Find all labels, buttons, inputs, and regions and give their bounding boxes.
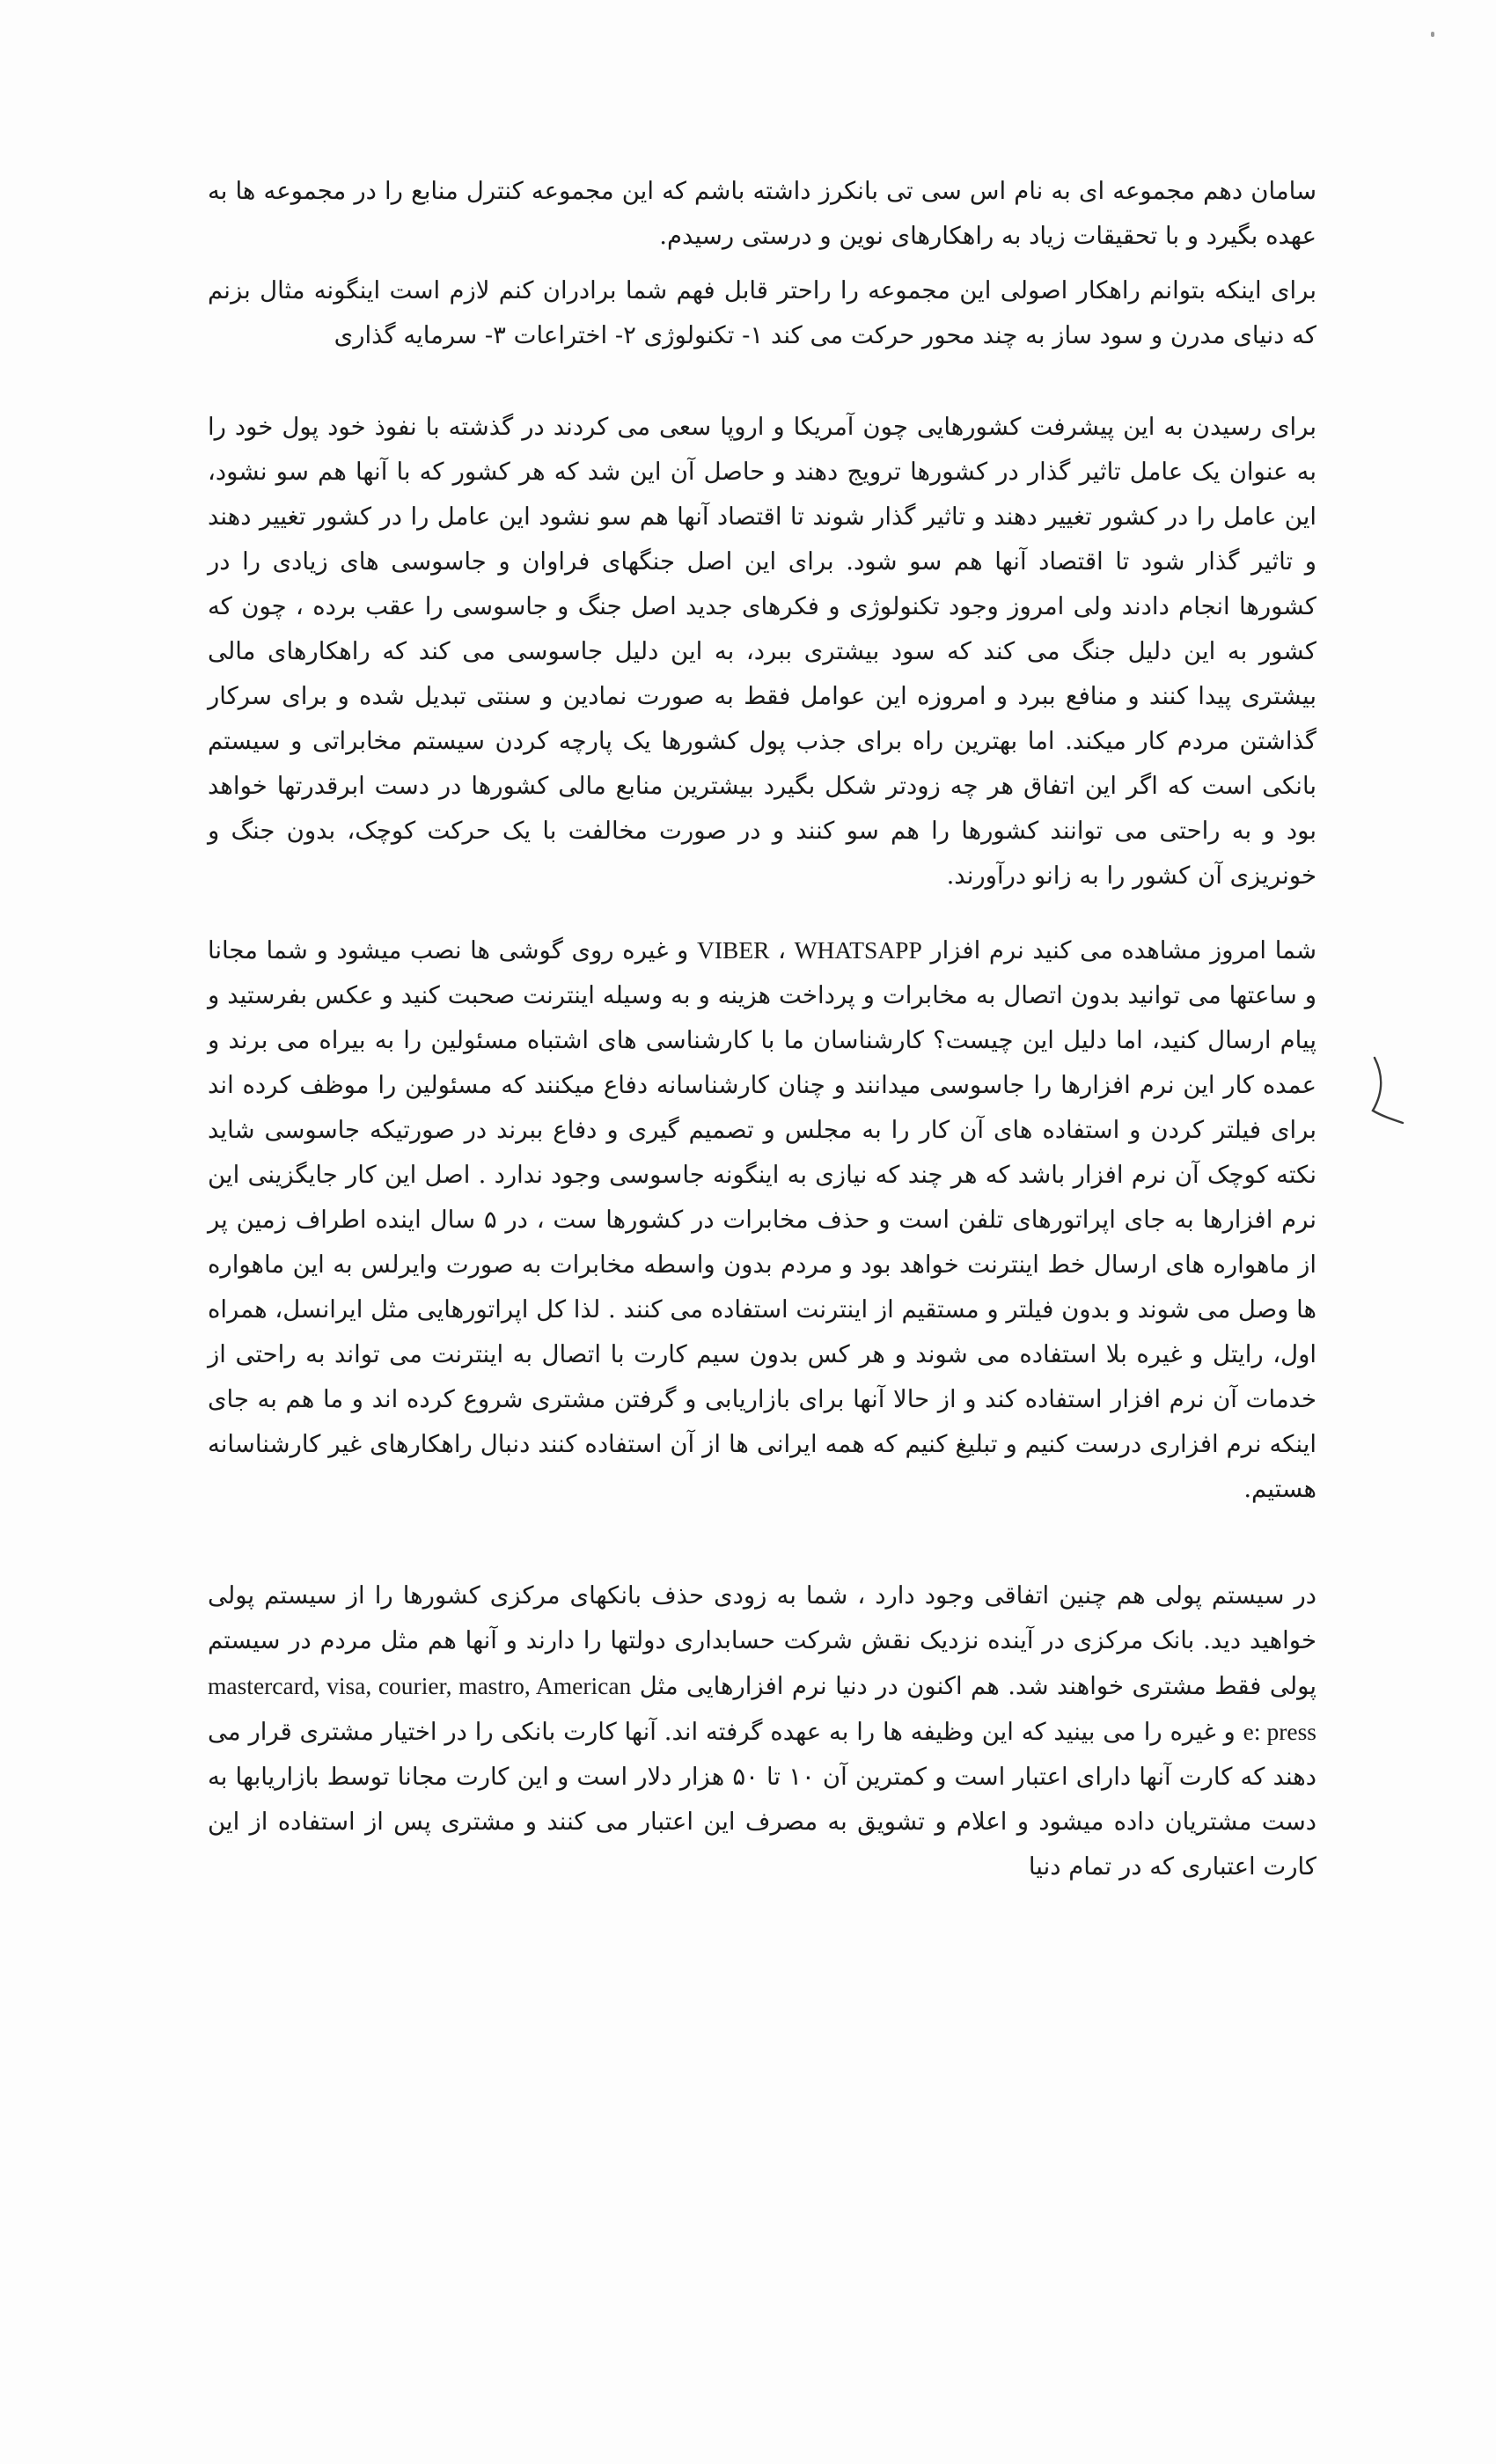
whatsapp-name: WHATSAPP — [794, 936, 922, 964]
apps-text — [208, 928, 1316, 1512]
money-text-rest: و غیره را می بینید که این وظیفه ها را به عهده گرفته اند. آنها کارت بانکی را در اختیار مشتری قرار می دهند که کارت آنها دارای اعتبار است و کمترین آن ۱۰ تا ۵۰ هزار دلار است و این کارت مجانا توسط بازاریابها به دست مشتریان داده میشود و اعلام و تشویق به مصرف این اعتبار می کنند و مشتری پس از استفاده از این کارت اعتباری که در تمام دنیا — [208, 1718, 1317, 1881]
money-text-start: در سیستم پولی هم چنین اتفاقی وجود دارد ، شما به زودی حذف بانکهای مرکزی کشورها را از سیستم پولی خواهید دید. بانک مرکزی در آینده نزدیک نقش شرکت حسابداری دولتها را دارند و آنها هم مثل مردم در سیستم پولی فقط مشتری خواهند شد. هم اکنون در دنیا نرم افزارهایی مثل — [208, 1581, 1317, 1700]
intro-paragraph — [208, 169, 1316, 259]
apps-separator: ، — [769, 936, 795, 964]
card-brands: mastercard, visa, courier, mastro, American e: press — [208, 1672, 1316, 1745]
viber-name: VIBER — [696, 936, 770, 964]
model-paragraph — [208, 268, 1316, 358]
money-paragraph — [208, 1573, 1316, 1889]
west-text: برای رسیدن به این پیشرفت کشورهایی چون آمریکا و اروپا سعی می کردند در گذشته با نفوذ خود پول خود را به عنوان یک عامل تاثیر گذار در کشورها ترویج دهند و حاصل آن این شد که هر کشور که با آنها هم سو نشود، این عامل را در کشور تغییر دهند و تاثیر گذار شوند تا اقتصاد آنها هم سو نشود این عامل را در کشور تغییر دهند و تاثیر گذار شود تا اقتصاد آنها هم سو شود. برای این اصل جنگهای فراوان و جاسوسی های زیادی را در کشورها انجام دادند ولی امروز وجود تکنولوژی و فکرهای جدید اصل جنگ و جاسوسی را عقب برده ، چون که کشور به این دلیل جنگ می کند که سود بیشتری ببرد، به این دلیل جاسوسی می کند که راهکارهای مالی بیشتری پیدا کنند و منافع ببرد و امروزه این عوامل فقط به صورت نمادین و سنتی تبدیل شده و برای سرکار گذاشتن مردم کار میکند. اما بهترین راه برای جذب پول کشورها یک پارچه کردن سیستم مخابراتی و سیستم بانکی است که اگر این اتفاق هر چه زودتر شکل بگیرد بیشترین منابع مالی کشورها در دست ابرقدرتها خواهد بود و به راحتی می توانند کشورها را هم سو کنند و در صورت مخالفت با یک حرکت کوچک، بدون جنگ و خونریزی آن کشور را به زانو درآورند. — [208, 413, 1316, 890]
intro-text: سامان دهم مجموعه ای به نام اس سی تی بانکرز داشته باشم که این مجموعه کنترل منابع را در مجموعه ها به عهده بگیرد و با تحقیقات زیاد به راهکارهای نوین و درستی رسیدم. — [208, 177, 1316, 250]
apps-paragraph — [208, 928, 1316, 1512]
model-text: برای اینکه بتوانم راهکار اصولی این مجموعه را راحتر قابل فهم شما برادران کنم لازم است اینگونه مثال بزنم که دنیای مدرن و سود ساز به چند محور حرکت می کند ۱- تکنولوژی ۲- اختراعات ۳- سرمایه گذاری — [208, 276, 1316, 349]
money-text — [208, 1573, 1316, 1889]
handwritten-page-number-icon — [1362, 1052, 1406, 1126]
apps-text-start: شما امروز مشاهده می کنید نرم افزار — [930, 936, 1317, 964]
west-paragraph — [208, 405, 1316, 898]
scan-speck — [1431, 32, 1434, 37]
apps-text-rest: و غیره روی گوشی ها نصب میشود و شما مجانا و ساعتها می توانید بدون اتصال به مخابرات و پرداخت هزینه و به وسیله اینترنت صحبت کنید و عکس بفرستید و پیام ارسال کنید، اما دلیل این چیست؟ کارشناسان ما با کارشناسی های اشتباه مسئولین را به بیراه می برند و عمده کار این نرم افزارها را جاسوسی میدانند و چنان کارشناسانه دفاع میکنند که مسئولین را موظف کرده اند برای فیلتر کردن و استفاده های آن کار را به مجلس و تصمیم گیری و دفاع ببرند در صورتیکه جاسوسی شاید نکته کوچک آن نرم افزار باشد که هر چند که نیازی به اینگونه جاسوسی وجود ندارد . اصل این کار جایگزینی این نرم افزارها به جای اپراتورهای تلفن است و حذف مخابرات در کشورها ست ، در ۵ سال اینده اطراف زمین پر از ماهواره های ارسال خط اینترنت خواهد بود و مردم بدون واسطه مخابرات به صورت وایرلس به این ماهواره ها وصل می شوند و بدون فیلتر و مستقیم از اینترنت استفاده می کنند . لذا کل اپراتورهایی مثل ایرانسل، همراه اول، رایتل و غیره بلا استفاده می شوند و هر کس بدون سیم کارت با اتصال به اینترنت می تواند به راحتی از خدمات آن نرم افزار استفاده کند و از حالا آنها برای بازاریابی و گرفتن مشتری شروع کرده اند و ما هم به جای اینکه نرم افزاری درست کنیم و تبلیغ کنیم که همه ایرانی ها از آن استفاده کنند دنبال راهکارهای غیر کارشناسانه هستیم. — [207, 936, 1316, 1503]
